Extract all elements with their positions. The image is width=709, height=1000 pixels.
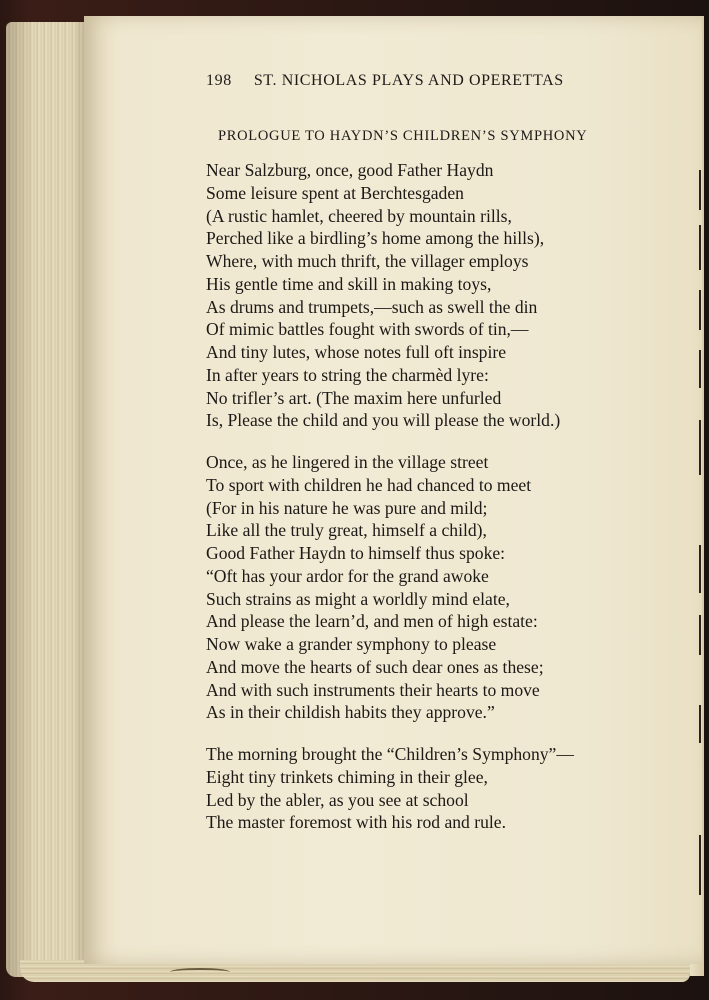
poem-line: The master foremost with his rod and rule.: [206, 812, 506, 833]
page-curl: [170, 968, 230, 976]
poem-line: (For in his nature he was pure and mild;: [206, 497, 488, 518]
poem-line: In after years to string the charmèd lyre:: [206, 364, 489, 385]
poem-line: Of mimic battles fought with swords of tin,—: [206, 319, 529, 340]
poem-line: And tiny lutes, whose notes full oft inspire: [206, 342, 507, 362]
poem-body: [206, 159, 666, 853]
margin-rule-mark: [699, 290, 701, 330]
poem-line: Some leisure spent at Berchtesgaden: [206, 182, 464, 203]
poem-line: As in their childish habits they approve.”: [206, 702, 495, 723]
poem-line: Good Father Haydn to himself thus spoke:: [206, 543, 506, 563]
poem-line: No trifler’s art. (The maxim here unfurled: [206, 387, 502, 408]
poem-line: The morning brought the “Children’s Symphony”—: [206, 744, 574, 764]
poem-line: Such strains as might a worldly mind elate,: [206, 588, 510, 609]
book-title: ST. NICHOLAS PLAYS AND OPERETTAS: [253, 72, 564, 89]
poem-line: Eight tiny trinkets chiming in their glee,: [206, 766, 488, 787]
margin-rule-mark: [699, 835, 701, 895]
poem-line: And please the learn’d, and men of high estate:: [206, 611, 538, 632]
poem-line: Near Salzburg, once, good Father Haydn: [206, 160, 494, 180]
poem-line: (A rustic hamlet, cheered by mountain rills,: [206, 205, 512, 226]
margin-rule-mark: [699, 615, 701, 655]
poem-line: Like all the truly great, himself a child),: [206, 520, 487, 541]
running-head: [206, 72, 626, 90]
poem-line: And with such instruments their hearts to move: [206, 679, 540, 700]
poem-line: Where, with much thrift, the villager employs: [206, 251, 529, 271]
stanza-3: [206, 743, 666, 834]
page-number: 198: [206, 72, 232, 89]
poem-line: His gentle time and skill in making toys,: [206, 273, 492, 294]
margin-rule-mark: [699, 705, 701, 743]
poem-line: And move the hearts of such dear ones as these;: [206, 656, 544, 677]
poem-title: PROLOGUE TO HAYDN’S CHILDREN’S SYMPHONY: [218, 128, 588, 144]
poem-line: As drums and trumpets,—such as swell the din: [206, 296, 538, 317]
poem-line: Perched like a birdling’s home among the hills),: [206, 228, 545, 249]
poem-line: “Oft has your ardor for the grand awoke: [206, 565, 489, 586]
poem-line: Now wake a grander symphony to please: [206, 634, 497, 654]
margin-rule-mark: [699, 545, 701, 593]
poem-line: Led by the abler, as you see at school: [206, 789, 469, 810]
margin-rule-mark: [699, 420, 701, 475]
stanza-2: [206, 451, 666, 724]
margin-rule-mark: [699, 225, 701, 270]
margin-rule-mark: [699, 350, 701, 388]
stanza-1: [206, 159, 666, 432]
poem-line: Once, as he lingered in the village street: [206, 452, 489, 472]
page-edges-shade: [6, 22, 88, 977]
margin-rule-mark: [699, 170, 701, 210]
poem-line: Is, Please the child and you will please the world.): [206, 410, 561, 431]
poem-line: To sport with children he had chanced to meet: [206, 474, 532, 495]
